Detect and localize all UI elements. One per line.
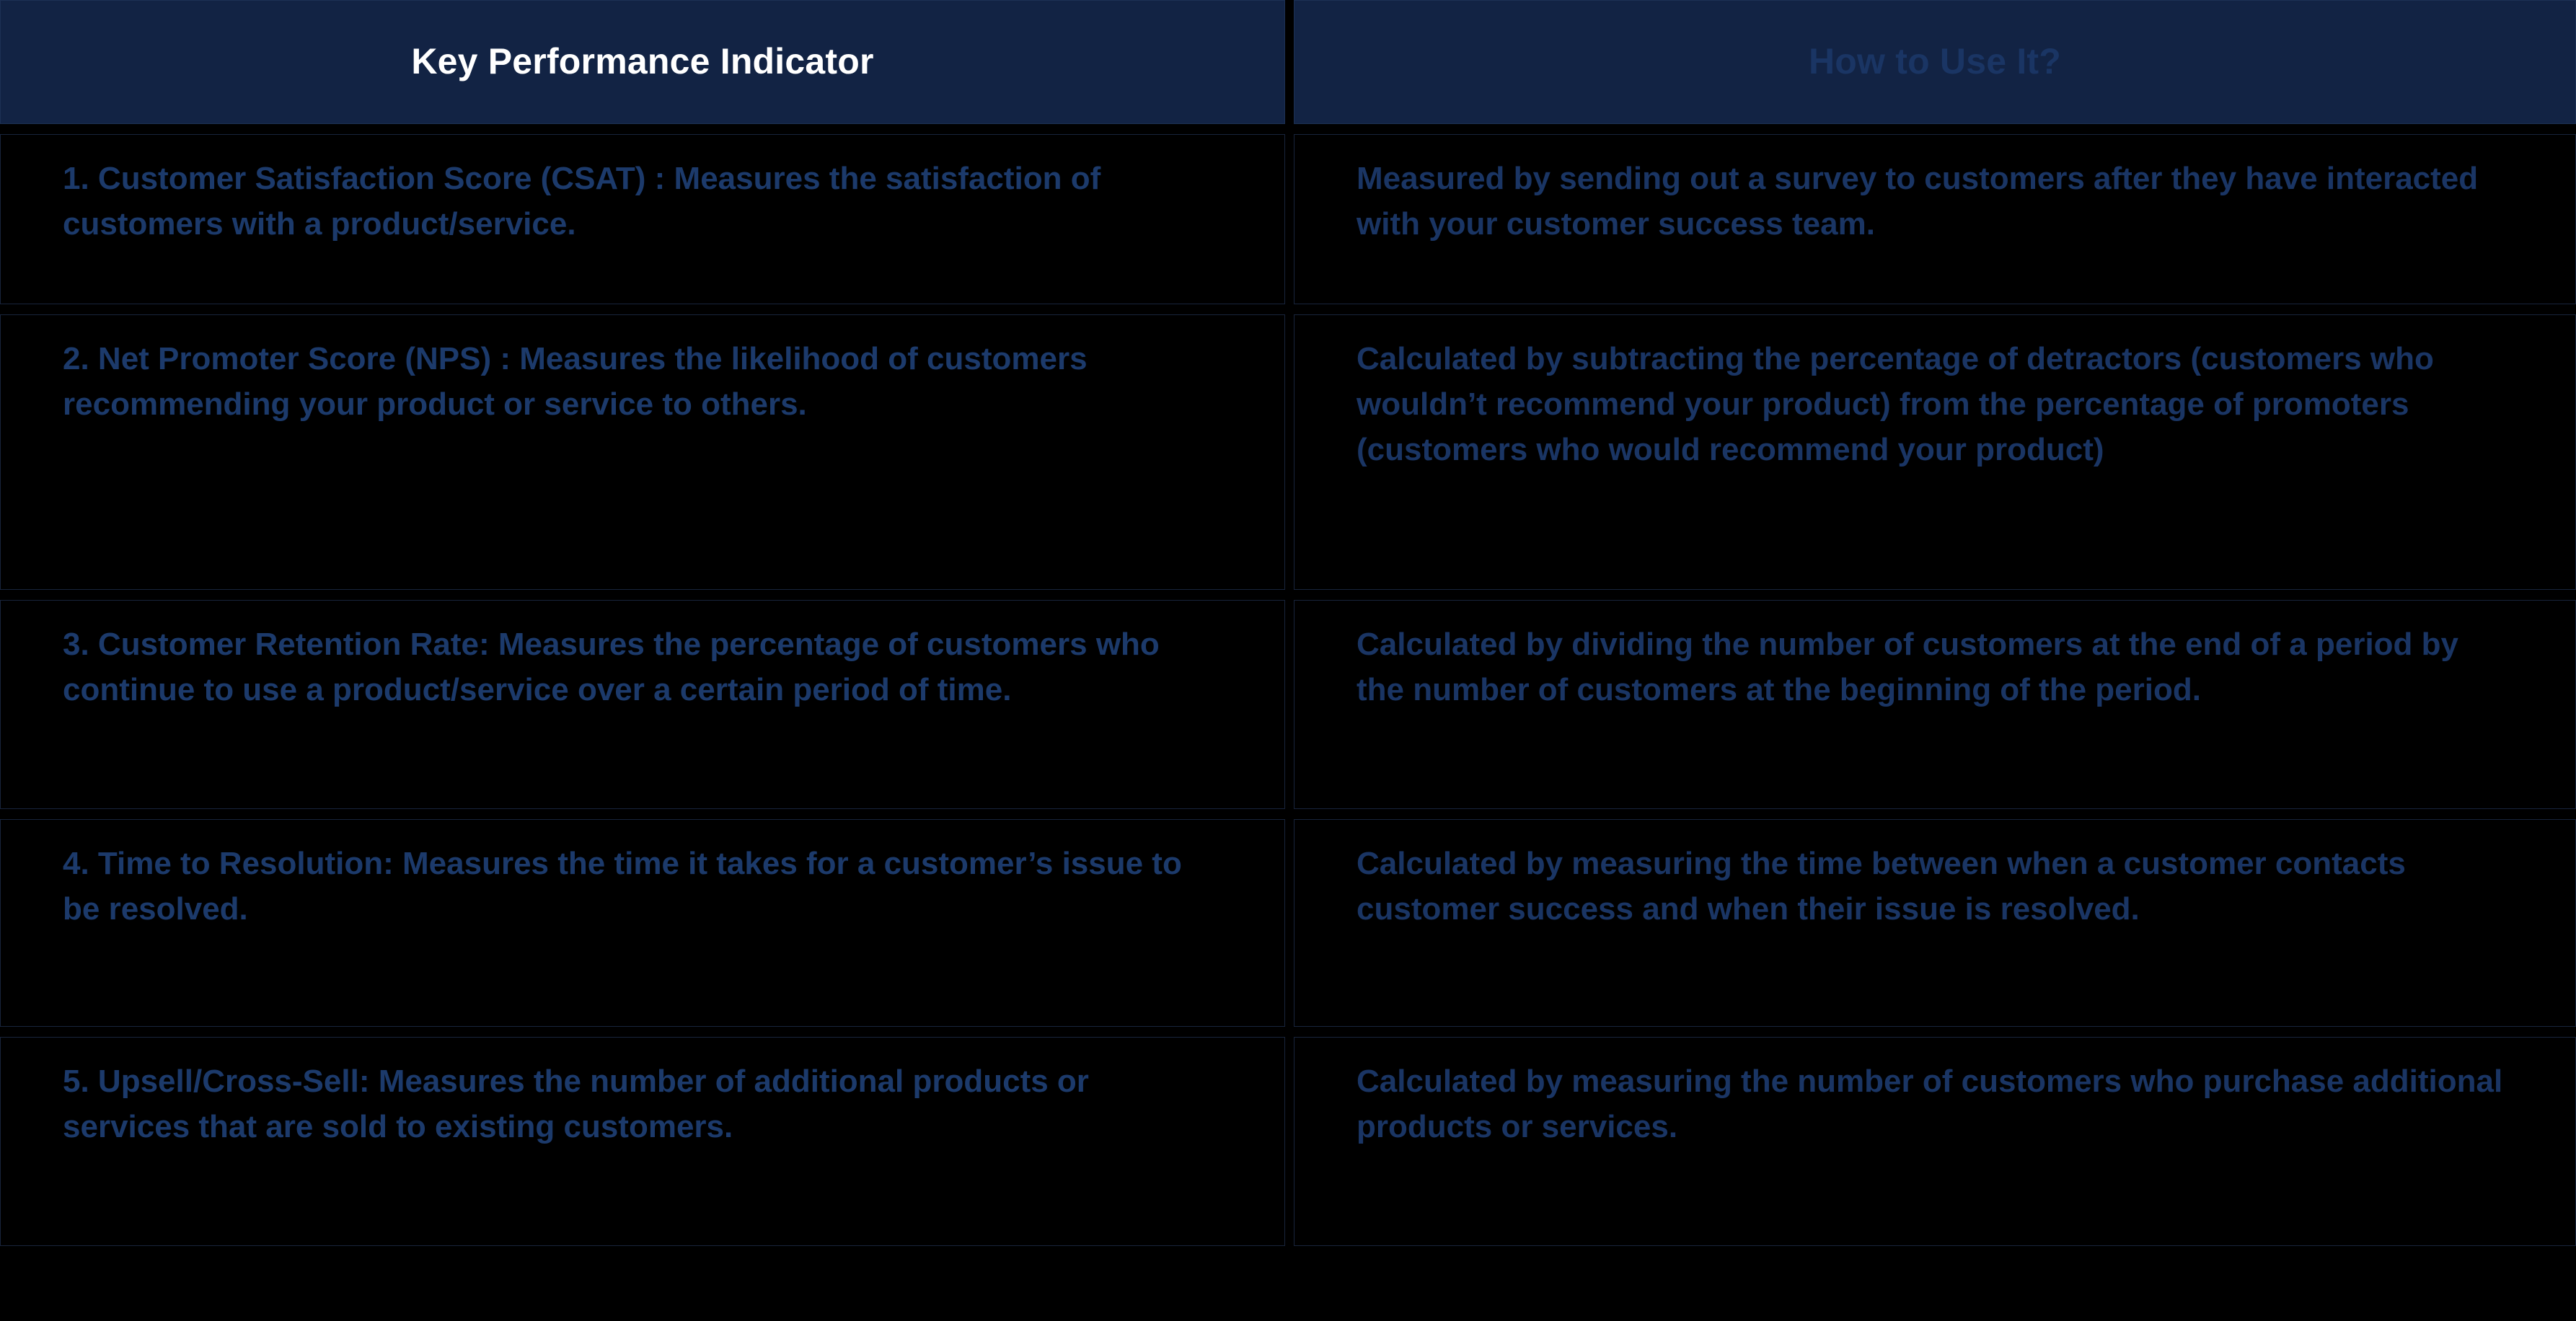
table-cell-how-text: Calculated by subtracting the percentage of detractors (customers who wouldn’t recommend your product) from the percentage of promoters (customers who would recommend your product) xyxy=(1357,341,2434,467)
column-header-how xyxy=(1294,0,2576,124)
table-cell-kpi-text: 4. Time to Resolution: Measures the time it takes for a customer’s issue to be resolved. xyxy=(63,846,1182,927)
table-row xyxy=(0,1037,2576,1246)
table-cell-kpi-text: 5. Upsell/Cross-Sell: Measures the number of additional products or services that are sold to existing customers. xyxy=(63,1064,1089,1144)
table-cell-how-text: Measured by sending out a survey to customers after they have interacted with your customer success team. xyxy=(1357,161,2479,242)
table-cell-kpi-text: 2. Net Promoter Score (NPS) : Measures the likelihood of customers recommending your product or service to others. xyxy=(63,341,1088,422)
table-cell-how xyxy=(1294,1037,2576,1246)
table-row xyxy=(0,314,2576,590)
table-cell-how-text: Calculated by dividing the number of customers at the end of a period by the number of customers at the beginning of the period. xyxy=(1357,627,2458,707)
table-cell-how xyxy=(1294,314,2576,590)
table-cell-how xyxy=(1294,600,2576,809)
table-cell-how xyxy=(1294,134,2576,304)
table-header-row xyxy=(0,0,2576,124)
table-cell-how-text: Calculated by measuring the time between when a customer contacts customer success and when their issue is resolved. xyxy=(1357,846,2406,927)
table-cell-how xyxy=(1294,819,2576,1027)
table-row xyxy=(0,819,2576,1027)
table-cell-how-text: Calculated by measuring the number of customers who purchase additional products or services. xyxy=(1357,1064,2503,1144)
column-header-how-label: How to Use It? xyxy=(1808,41,2062,82)
table-row xyxy=(0,134,2576,304)
table-cell-kpi xyxy=(0,600,1285,809)
table-cell-kpi xyxy=(0,819,1285,1027)
table-row xyxy=(0,600,2576,809)
table-cell-kpi xyxy=(0,1037,1285,1246)
table-cell-kpi xyxy=(0,314,1285,590)
column-header-kpi xyxy=(0,0,1285,124)
table-cell-kpi-text: 3. Customer Retention Rate: Measures the percentage of customers who continue to use a product/service over a certain period of time. xyxy=(63,627,1160,707)
column-header-kpi-label: Key Performance Indicator xyxy=(411,41,874,82)
table-cell-kpi-text: 1. Customer Satisfaction Score (CSAT) : Measures the satisfaction of customers with a product/service. xyxy=(63,161,1101,242)
table-cell-kpi xyxy=(0,134,1285,304)
